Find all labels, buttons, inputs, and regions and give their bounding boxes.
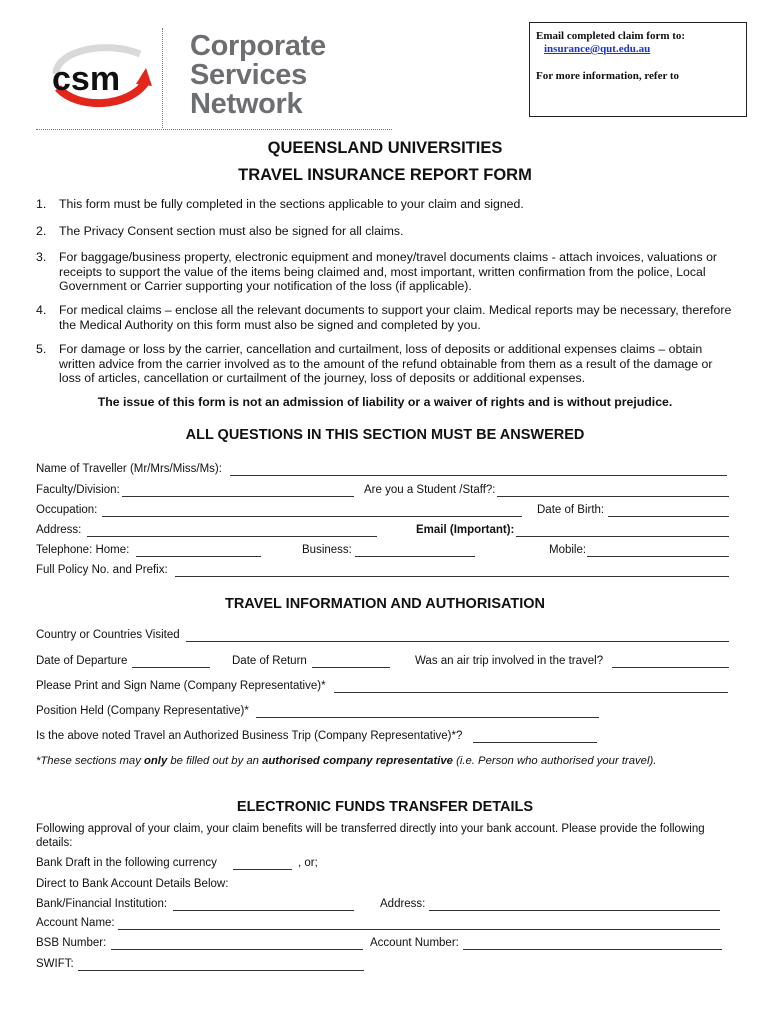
policy-number-label: Full Policy No. and Prefix: bbox=[36, 564, 168, 576]
logo-mark-text: csm bbox=[52, 60, 121, 98]
representative-note bbox=[36, 755, 656, 767]
air-trip-label: Was an air trip involved in the travel? bbox=[415, 655, 604, 667]
logo-line-1: Corporate bbox=[190, 30, 326, 62]
note-text-1: *These sections may bbox=[36, 755, 144, 767]
account-number-field[interactable] bbox=[463, 949, 722, 950]
instruction-number: 4. bbox=[36, 303, 47, 317]
account-name-label: Account Name: bbox=[36, 917, 115, 929]
authorized-trip-field[interactable] bbox=[473, 742, 597, 743]
instruction-number: 5. bbox=[36, 342, 47, 356]
claim-email-link[interactable]: insurance@qut.edu.au bbox=[544, 43, 651, 55]
logo-divider bbox=[162, 28, 163, 128]
company-logo-text bbox=[190, 32, 326, 119]
logo-line-3: Network bbox=[190, 88, 303, 120]
section-heading-questions: ALL QUESTIONS IN THIS SECTION MUST BE ANSWERED bbox=[185, 427, 585, 443]
section-heading-eft: ELECTRONIC FUNDS TRANSFER DETAILS bbox=[236, 799, 534, 815]
bank-address-label: Address: bbox=[380, 898, 426, 910]
faculty-field[interactable] bbox=[122, 496, 354, 497]
address-label: Address: bbox=[36, 524, 82, 536]
mobile-label: Mobile: bbox=[549, 544, 587, 556]
instruction-text: This form must be fully completed in the sections applicable to your claim and signed. bbox=[59, 197, 524, 211]
account-number-label: Account Number: bbox=[370, 937, 459, 949]
swift-field[interactable] bbox=[78, 970, 364, 971]
instruction-number: 1. bbox=[36, 197, 47, 211]
student-staff-field[interactable] bbox=[497, 496, 729, 497]
eft-intro: Following approval of your claim, your claim benefits will be transferred directly into your bank account. Please provide the following details: bbox=[36, 823, 705, 849]
bsb-field[interactable] bbox=[111, 949, 363, 950]
student-staff-label: Are you a Student /Staff?: bbox=[364, 484, 496, 496]
email-box-line2: For more information, refer to bbox=[536, 70, 680, 82]
traveller-name-label: Name of Traveller (Mr/Mrs/Miss/Ms): bbox=[36, 463, 222, 475]
departure-date-field[interactable] bbox=[132, 667, 210, 668]
position-held-field[interactable] bbox=[256, 717, 599, 718]
instruction-text: For damage or loss by the carrier, cancellation and curtailment, loss of deposits or additional expenses claims – obtain written advice from the carrier involved as to the amount of the refund obtainable from them as a result of the damage or loss of articles, cancellation or curtailment of the journey, loss of deposits or additional expenses. bbox=[59, 342, 713, 385]
email-box-line1: Email completed claim form to: bbox=[536, 30, 686, 42]
csn-logo-mark bbox=[48, 38, 154, 110]
note-rep: authorised company representative bbox=[262, 755, 453, 767]
home-telephone-label: Telephone: Home: bbox=[36, 544, 130, 556]
return-date-label: Date of Return bbox=[232, 655, 307, 667]
email-label: Email (Important): bbox=[416, 524, 515, 536]
traveller-name-field[interactable] bbox=[230, 475, 727, 476]
instruction-number: 2. bbox=[36, 224, 47, 238]
countries-field[interactable] bbox=[186, 641, 729, 642]
departure-date-label: Date of Departure bbox=[36, 655, 128, 667]
direct-bank-option[interactable] bbox=[36, 878, 228, 890]
occupation-label: Occupation: bbox=[36, 504, 98, 516]
instruction-text: For medical claims – enclose all the relevant documents to support your claim. Medical reports may be necessary, therefore the Medical Authority on this form must also be signed and completed by you. bbox=[59, 303, 732, 332]
home-telephone-field[interactable] bbox=[136, 556, 261, 557]
header-rule bbox=[36, 129, 392, 130]
page-title-line2: TRAVEL INSURANCE REPORT FORM bbox=[238, 166, 532, 184]
position-held-label: Position Held (Company Representative)* bbox=[36, 705, 249, 717]
faculty-label: Faculty/Division: bbox=[36, 484, 120, 496]
instruction-text: For baggage/business property, electronic equipment and money/travel documents claims - attach invoices, valuations or receipts to support the value of the items being claimed and, most important, written confirmation from the police, Local Government or Carrier supporting your notification of the loss (if applicable). bbox=[59, 250, 717, 293]
dob-label: Date of Birth: bbox=[537, 504, 605, 516]
countries-label: Country or Countries Visited bbox=[36, 629, 180, 641]
instruction-text: The Privacy Consent section must also be signed for all claims. bbox=[59, 224, 404, 238]
email-field[interactable] bbox=[516, 536, 729, 537]
direct-bank-label: Direct to Bank Account Details Below: bbox=[36, 878, 229, 890]
note-only: only bbox=[144, 755, 168, 767]
business-telephone-label: Business: bbox=[302, 544, 352, 556]
bank-draft-label: Bank Draft in the following currency bbox=[36, 857, 217, 869]
page-title-line1: QUEENSLAND UNIVERSITIES bbox=[267, 139, 503, 157]
business-telephone-field[interactable] bbox=[355, 556, 475, 557]
address-field[interactable] bbox=[87, 536, 377, 537]
sign-name-label: Please Print and Sign Name (Company Representative)* bbox=[36, 680, 326, 692]
return-date-field[interactable] bbox=[312, 667, 390, 668]
instruction-number: 3. bbox=[36, 250, 47, 264]
air-trip-field[interactable] bbox=[612, 667, 729, 668]
note-text-2: be filled out by an bbox=[167, 755, 263, 767]
authorized-trip-label: Is the above noted Travel an Authorized Business Trip (Company Representative)*? bbox=[36, 730, 463, 742]
prejudice-notice: The issue of this form is not an admission of liability or a waiver of rights and is without prejudice. bbox=[97, 395, 673, 409]
bank-address-field[interactable] bbox=[429, 910, 720, 911]
section-heading-travel: TRAVEL INFORMATION AND AUTHORISATION bbox=[224, 596, 546, 612]
bank-draft-suffix: , or; bbox=[298, 857, 318, 869]
mobile-field[interactable] bbox=[587, 556, 729, 557]
occupation-field[interactable] bbox=[102, 516, 522, 517]
note-text-3: (i.e. Person who authorised your travel). bbox=[452, 755, 657, 767]
swift-label: SWIFT: bbox=[36, 958, 74, 970]
logo-line-2: Services bbox=[190, 59, 307, 91]
email-info-box bbox=[529, 22, 747, 117]
policy-number-field[interactable] bbox=[175, 576, 729, 577]
sign-name-field[interactable] bbox=[334, 692, 728, 693]
bank-institution-label: Bank/Financial Institution: bbox=[36, 898, 168, 910]
currency-field[interactable] bbox=[233, 869, 292, 870]
bank-institution-field[interactable] bbox=[173, 910, 354, 911]
bank-draft-option[interactable] bbox=[36, 857, 217, 869]
dob-field[interactable] bbox=[608, 516, 729, 517]
account-name-field[interactable] bbox=[118, 929, 720, 930]
bsb-label: BSB Number: bbox=[36, 937, 107, 949]
